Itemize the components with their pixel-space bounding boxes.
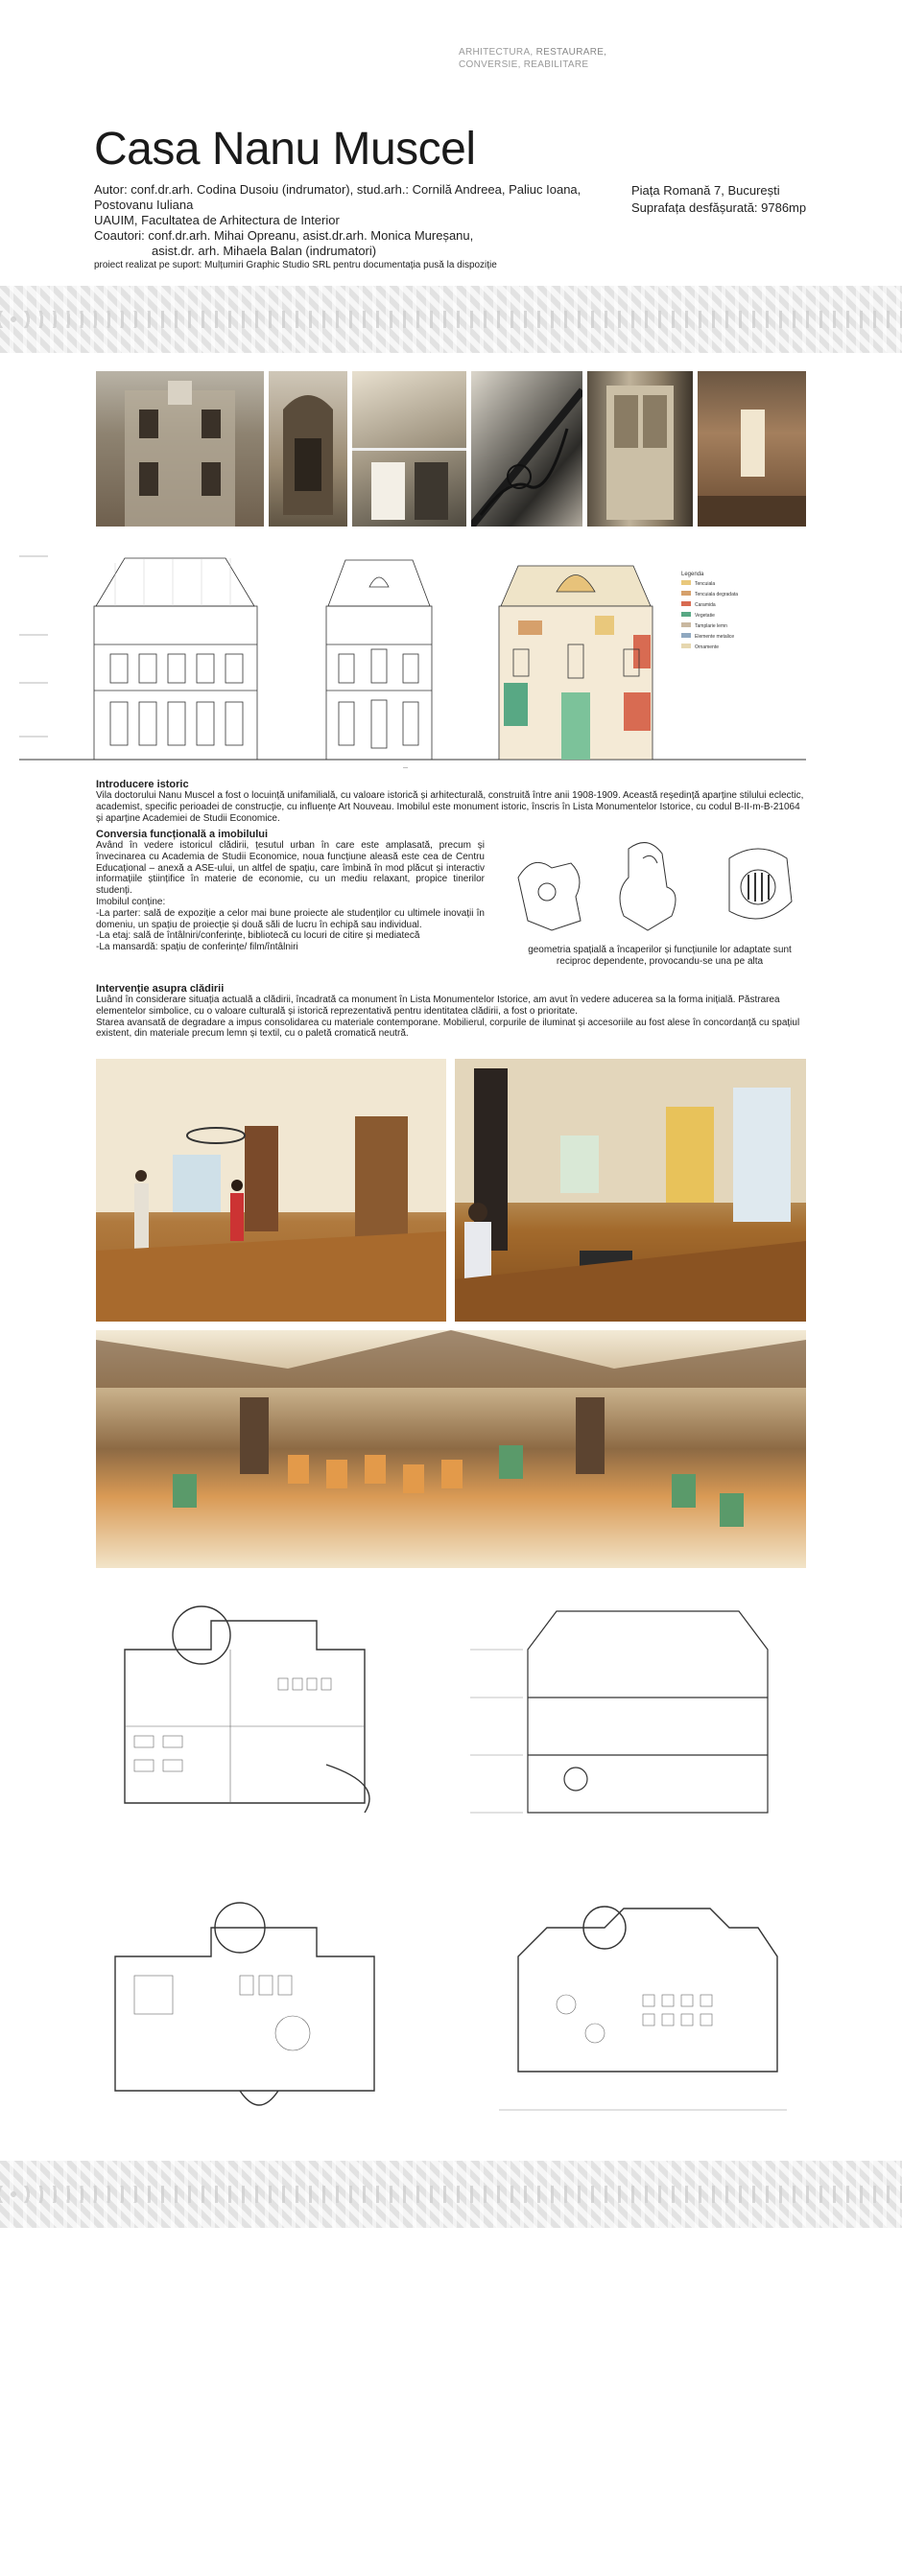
- faculty: UAUIM, Facultatea de Arhitectura de Interior: [94, 213, 340, 227]
- category-line1-prefix: ARHITECTURA,: [459, 47, 536, 58]
- render-library: [96, 1059, 446, 1322]
- section-drawing: [470, 1592, 806, 1832]
- conversion-text-4: -La etaj: sală de întâlniri/conferințe, bibliotecă cu locuri de citire și mediatecă: [96, 930, 420, 942]
- legend-swatch: [681, 644, 691, 648]
- diagram-caption: [513, 945, 806, 968]
- coauthors-line-1: Coautori: conf.dr.arh. Mihai Opreanu, asist.dr.arh. Monica Mureșanu,: [94, 228, 474, 243]
- section-conversion: [96, 829, 485, 953]
- photo-window-detail: [269, 371, 347, 527]
- conversion-heading: Conversia funcțională a imobilului: [96, 829, 269, 840]
- plan-ground-floor: [96, 1592, 403, 1832]
- ornament-band-bottom: [0, 2161, 902, 2228]
- conversion-text-1: Având în vedere istoricul clădirii, țesutul urban în care este amplasată, precum și învecinarea cu Academia de Studii Economice, noua funcțiune aleasă este cea de Centru Educațional – anexă a ASE-ului, un altfel de spațiu, care îmbină în mod plăcut și interactiv informațiile științifice în materie de economie, cu un mediu relaxant, propice tinerilor studenți.: [96, 840, 485, 897]
- intervention-text: Luând în considerare situația actuală a clădirii, încadrată ca monument în Lista Monumentelor Istorice, am avut în vedere aducerea sa la forma inițială. Păstrarea elementelor simbolice, cu o valoare culturală și istorică reprezentativă pentru identitatea clădirii, a fost o prioritate. Starea avansată de degradare a impus consolidarea cu materiale contemporane. Mobilierul, corpurile de iluminat și accesoriile au fost alese în concordanță cu spațiul existent, din materiale precum lemn și textil, cu o paletă cromatică neutră.: [96, 995, 800, 1040]
- survey-legend: [681, 572, 704, 577]
- legend-label: Tamplarie lemn: [695, 623, 727, 629]
- diagram-caption-line-1: geometria spațială a încaperilor și funcțiunile lor adaptate sunt: [528, 945, 792, 955]
- legend-label: Tencuiala degradata: [695, 592, 739, 597]
- conversion-text-2: Imobilul conține:: [96, 896, 166, 907]
- address: Piața Romană 7, București: [631, 183, 780, 198]
- render-attic-sketch: [96, 1330, 806, 1568]
- legend-label: Elemente metalice: [695, 634, 735, 640]
- legend-swatch: [681, 633, 691, 638]
- authors-block: [94, 182, 631, 272]
- section-intro: [96, 779, 806, 824]
- author-line-2: Postovanu Iuliana: [94, 198, 194, 212]
- location-block: [631, 182, 806, 217]
- page-title: Casa Nanu Muscel: [94, 124, 476, 175]
- elevation-drawings: [19, 549, 806, 769]
- geometry-diagrams: [513, 834, 806, 945]
- diagram-caption-line-2: reciproc dependente, provocandu-se una pe alta: [556, 955, 764, 967]
- legend-label: Ornamente: [695, 644, 720, 650]
- intro-text: Vila doctorului Nanu Muscel a fost o locuință unifamilială, cu valoare istorică și arhitecturală, construită între anii 1908-1909. Această reședință aparține stilului eclectic, academist, specific perioadei de construcție, cu influențe Art Nouveau. Imobilul este monument istoric, înscris în Lista Monumentelor Istorice, cu codul B-II-m-B-21064 și aparține Academiei de Studii Economice.: [96, 790, 804, 824]
- intro-heading: Introducere istoric: [96, 779, 189, 790]
- category-line2: CONVERSIE, REABILITARE: [459, 59, 589, 70]
- coauthors-line-2: asist.dr. arh. Mihaela Balan (indrumatori): [152, 244, 377, 258]
- photo-door: [587, 371, 693, 527]
- section-intervention: [96, 983, 806, 1040]
- render-exhibition: [455, 1059, 806, 1322]
- elevation-survey: [499, 566, 653, 760]
- legend-swatch: [681, 580, 691, 585]
- legend-swatch: [681, 622, 691, 627]
- support-note: proiect realizat pe suport: Mulțumiri Graphic Studio SRL pentru documentația pusă la dispoziție: [94, 260, 497, 270]
- legend-label: Tencuiala: [695, 581, 716, 587]
- plan-attic: [470, 1889, 806, 2129]
- area: Suprafața desfășurată: 9786mp: [631, 200, 807, 215]
- legend-title: Legenda: [681, 572, 704, 577]
- category-label: [459, 46, 606, 71]
- photo-hallway: [698, 371, 806, 527]
- category-line1-bold: RESTAURARE,: [535, 47, 607, 58]
- photo-facade: [96, 371, 264, 527]
- legend-swatch: [681, 591, 691, 596]
- legend-swatch: [681, 612, 691, 617]
- svg-text:—: —: [403, 765, 408, 769]
- legend-label: Caramida: [695, 602, 716, 608]
- plan-first-floor: [96, 1889, 403, 2129]
- legend-label: Vegetatie: [695, 613, 715, 619]
- photo-staircase: [471, 371, 582, 527]
- legend-swatch: [681, 601, 691, 606]
- conversion-text-5: -La mansardă: spațiu de conferințe/ film/întâlniri: [96, 942, 298, 953]
- ornament-band-top: [0, 286, 902, 353]
- author-line-1: Autor: conf.dr.arh. Codina Dusoiu (indrumator), stud.arh.: Cornilă Andreea, Paliuc Ioana,: [94, 182, 582, 197]
- intervention-heading: Intervenție asupra clădirii: [96, 983, 225, 995]
- conversion-text-3: -La parter: sală de expoziție a celor mai bune proiecte ale studenților cu ultimele inovații în domeniu, un spațiu de proiecție și două săli de lucru în echipă sau individual.: [96, 907, 485, 930]
- elevation-side: [326, 560, 432, 760]
- elevation-main: [94, 558, 257, 760]
- photo-interior-ceiling: [352, 371, 466, 527]
